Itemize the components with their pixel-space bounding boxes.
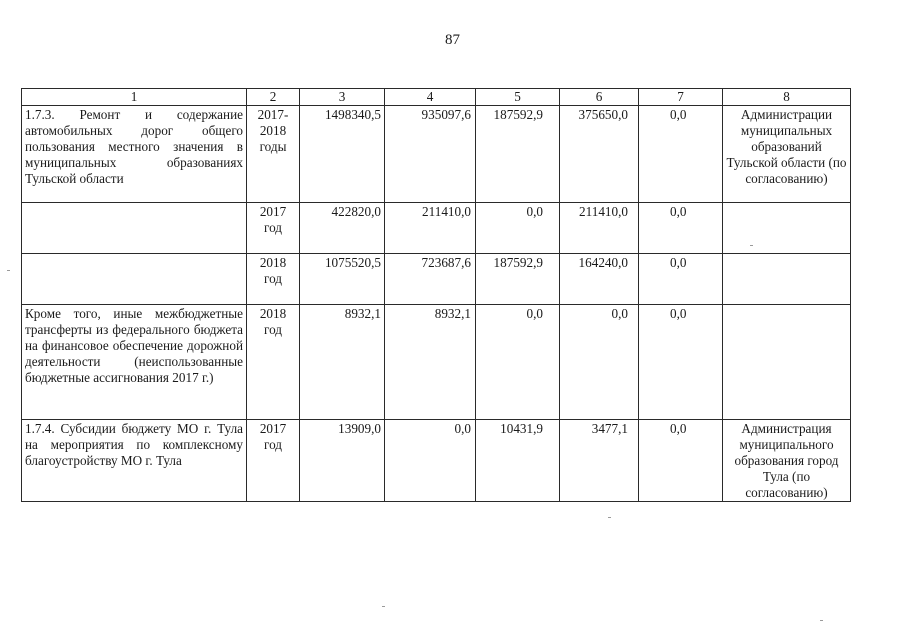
measure-description: 1.7.3. Ремонт и содержание автомобильных дорог общего пользования местного значения в муниципальных образованиях Тульской области (22, 106, 247, 203)
executor-cell (723, 203, 851, 254)
value-cell-5: 0,0 (476, 203, 560, 254)
value-cell-4: 8932,1 (385, 305, 476, 420)
value-cell-6: 3477,1 (560, 420, 639, 502)
value-cell-5: 10431,9 (476, 420, 560, 502)
value-cell-7: 0,0 (639, 254, 723, 305)
column-header: 3 (300, 89, 385, 106)
value-cell-6: 375650,0 (560, 106, 639, 203)
scan-speck (750, 245, 753, 246)
table-row (22, 203, 851, 254)
value-cell-3: 1075520,5 (300, 254, 385, 305)
table-row (22, 420, 851, 502)
value-cell-3: 13909,0 (300, 420, 385, 502)
period-cell: 2017-2018 годы (247, 106, 300, 203)
executor-cell (723, 254, 851, 305)
period-cell: 2018 год (247, 305, 300, 420)
value-cell-4: 0,0 (385, 420, 476, 502)
scan-speck (7, 270, 10, 271)
column-header: 7 (639, 89, 723, 106)
scan-speck (382, 606, 385, 607)
executor-cell: Администрации муниципальных образований Тульской области (по согласованию) (723, 106, 851, 203)
value-cell-7: 0,0 (639, 305, 723, 420)
column-header: 8 (723, 89, 851, 106)
measure-description (22, 203, 247, 254)
column-header: 2 (247, 89, 300, 106)
scan-speck (608, 517, 611, 518)
value-cell-6: 211410,0 (560, 203, 639, 254)
value-cell-4: 935097,6 (385, 106, 476, 203)
value-cell-3: 422820,0 (300, 203, 385, 254)
scan-speck (820, 620, 823, 621)
period-cell: 2018 год (247, 254, 300, 305)
value-cell-5: 187592,9 (476, 106, 560, 203)
measure-description (22, 254, 247, 305)
table-row (22, 106, 851, 203)
page-number: 87 (445, 32, 460, 48)
measure-description: 1.7.4. Субсидии бюджету МО г. Тула на мероприятия по комплексному благоустройству МО г. Тула (22, 420, 247, 502)
value-cell-5: 187592,9 (476, 254, 560, 305)
table-row (22, 254, 851, 305)
header-row (22, 89, 851, 106)
value-cell-4: 723687,6 (385, 254, 476, 305)
budget-table (21, 88, 851, 502)
value-cell-7: 0,0 (639, 106, 723, 203)
value-cell-5: 0,0 (476, 305, 560, 420)
column-header: 1 (22, 89, 247, 106)
value-cell-7: 0,0 (639, 420, 723, 502)
column-header: 5 (476, 89, 560, 106)
column-header: 6 (560, 89, 639, 106)
value-cell-3: 8932,1 (300, 305, 385, 420)
table-row (22, 305, 851, 420)
value-cell-7: 0,0 (639, 203, 723, 254)
value-cell-6: 164240,0 (560, 254, 639, 305)
period-cell: 2017 год (247, 420, 300, 502)
executor-cell (723, 305, 851, 420)
measure-description: Кроме того, иные межбюджетные трансферты из федерального бюджета на финансовое обеспечение дорожной деятельности (неиспользованные бюджетные ассигнования 2017 г.) (22, 305, 247, 420)
value-cell-3: 1498340,5 (300, 106, 385, 203)
period-cell: 2017 год (247, 203, 300, 254)
value-cell-4: 211410,0 (385, 203, 476, 254)
value-cell-6: 0,0 (560, 305, 639, 420)
column-header: 4 (385, 89, 476, 106)
executor-cell: Администрация муниципального образования город Тула (по согласованию) (723, 420, 851, 502)
